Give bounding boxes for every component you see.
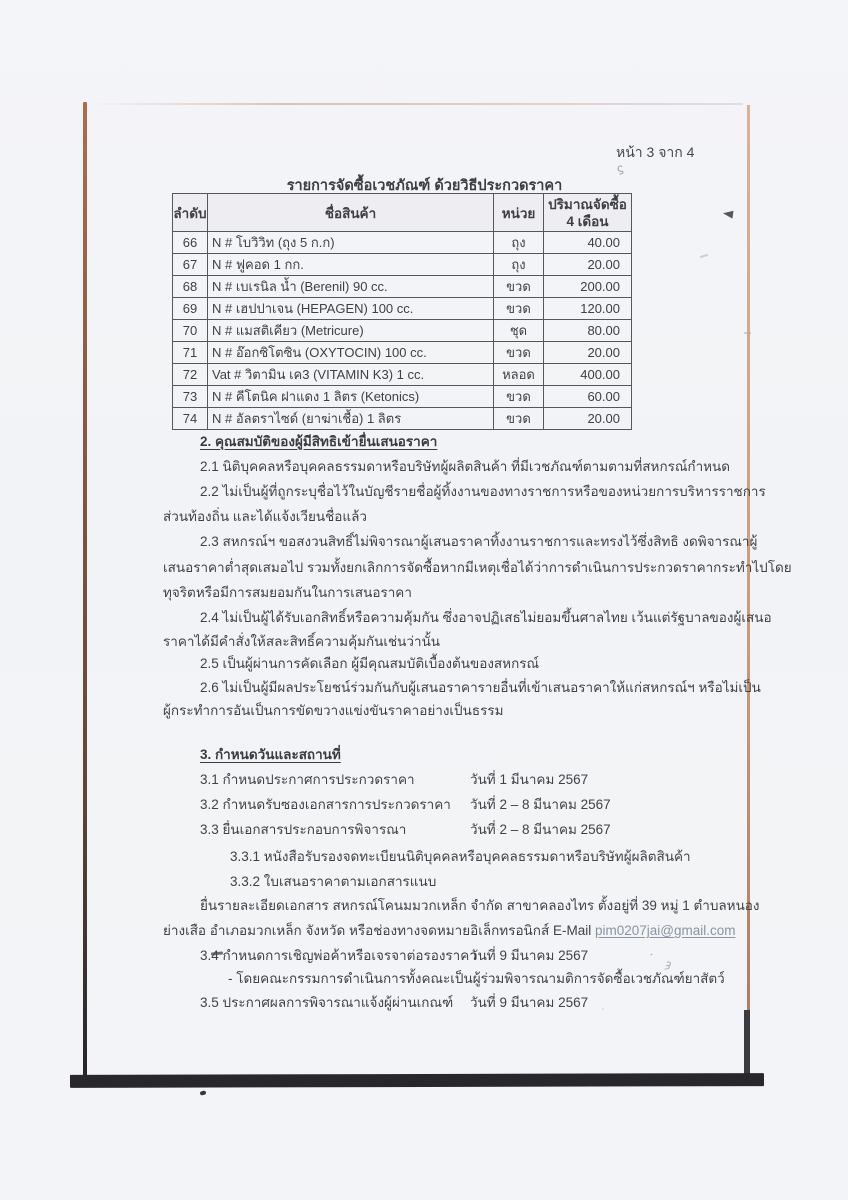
section3-item-3-4 bbox=[163, 946, 763, 966]
product-name: N # แมสติเคียว (Metricure) bbox=[208, 320, 494, 342]
copy-edge-left bbox=[83, 102, 87, 1078]
item-3-1-label: 3.1 กำหนดประกาศการประกวดราคา bbox=[200, 772, 415, 787]
quantity: 20.00 bbox=[544, 408, 632, 430]
item-3-5-date: วันที่ 9 มีนาคม 2567 bbox=[470, 995, 589, 1010]
scan-speck bbox=[200, 1090, 207, 1095]
item-3-5-label: 3.5 ประกาศผลการพิจารณาแจ้งผู้ผ่านเกณฑ์ bbox=[200, 995, 454, 1010]
section2-clause-2-6-cont: ผู้กระทำการอันเป็นการขัดขวางแข่งขันราคาอย่างเป็นธรรม bbox=[163, 703, 504, 718]
unit: ขวด bbox=[494, 408, 544, 430]
section3-item-3-2 bbox=[163, 795, 763, 815]
section2-clause-2-4-cont: ราคาได้มีคำสั่งให้สละสิทธิ์ความคุ้มกันเช่นว่านั้น bbox=[163, 634, 441, 649]
table-row bbox=[173, 232, 632, 254]
product-name: N # เบเรนิล น้ำ (Berenil) 90 cc. bbox=[208, 276, 494, 298]
item-3-2-date: วันที่ 2 – 8 มีนาคม 2567 bbox=[470, 797, 611, 812]
table-row bbox=[173, 298, 632, 320]
table-row bbox=[173, 276, 632, 298]
row-index: 74 bbox=[173, 408, 208, 430]
section3-item-3-3-2: 3.3.2 ใบเสนอราคาตามเอกสารแนบ bbox=[230, 874, 437, 889]
pencil-mark: ˏ bbox=[601, 1000, 605, 1011]
product-name: N # อ๊อกซิโตซิน (OXYTOCIN) 100 cc. bbox=[208, 342, 494, 364]
section3-note-3-4: - โดยคณะกรรมการดำเนินการทั้งคณะเป็นผู้ร่วมพิจารณามติการจัดซื้อเวชภัณฑ์ยาสัตว์ bbox=[228, 971, 725, 986]
section3-address-line2 bbox=[163, 921, 763, 941]
column-header-quantity bbox=[544, 194, 632, 232]
unit: ขวด bbox=[494, 298, 544, 320]
quantity: 200.00 bbox=[544, 276, 632, 298]
pencil-dash-mark bbox=[700, 254, 708, 258]
section2-clause-2-5: 2.5 เป็นผู้ผ่านการคัดเลือก ผู้มีคุณสมบัติเบื้องต้นของสหกรณ์ bbox=[200, 656, 540, 671]
pencil-dash-mark bbox=[744, 332, 751, 334]
column-header-unit: หน่วย bbox=[494, 194, 544, 232]
row-index: 72 bbox=[173, 364, 208, 386]
unit: ชุด bbox=[494, 320, 544, 342]
section3-item-3-3-1: 3.3.1 หนังสือรับรองจดทะเบียนนิติบุคคลหรือบุคคลธรรมดาหรือบริษัทผู้ผลิตสินค้า bbox=[230, 849, 691, 864]
row-index: 68 bbox=[173, 276, 208, 298]
column-header-index: ลำดับ bbox=[173, 194, 208, 232]
item-3-2-label: 3.2 กำหนดรับซองเอกสารการประกวดราคา bbox=[200, 797, 451, 812]
quantity: 80.00 bbox=[544, 320, 632, 342]
item-3-3-date: วันที่ 2 – 8 มีนาคม 2567 bbox=[470, 822, 611, 837]
section2-clause-2-6: 2.6 ไม่เป็นผู้มีผลประโยชน์ร่วมกันกับผู้เสนอราคารายอื่นที่เข้าเสนอราคาให้แก่สหกรณ์ฯ หรือไม่เป็น bbox=[200, 680, 761, 695]
section2-clause-2-4: 2.4 ไม่เป็นผู้ได้รับเอกสิทธิ์หรือความคุ้มกัน ซึ่งอาจปฏิเสธไม่ยอมขึ้นศาลไทย เว้นแต่รัฐบาลของผู้เสนอ bbox=[200, 610, 772, 625]
row-index: 67 bbox=[173, 254, 208, 276]
row-index: 71 bbox=[173, 342, 208, 364]
section3-heading-text: 3. กำหนดวันและสถานที่ bbox=[200, 747, 341, 762]
pencil-arrow-mark bbox=[722, 209, 733, 218]
section3-item-3-5 bbox=[163, 993, 763, 1013]
copy-edge-right-dark bbox=[744, 1010, 750, 1078]
table-row bbox=[173, 364, 632, 386]
copy-edge-top bbox=[88, 103, 743, 105]
pencil-mark: ˊ bbox=[646, 950, 655, 967]
row-index: 73 bbox=[173, 386, 208, 408]
section2-clause-2-1: 2.1 นิติบุคคลหรือบุคคลธรรมดาหรือบริษัทผู้ผลิตสินค้า ที่มีเวชภัณฑ์ตามตามที่สหกรณ์กำหนด bbox=[200, 459, 731, 474]
product-name: N # โบวิวิท (ถุง 5 ก.ก) bbox=[208, 232, 494, 254]
item-3-4-date: วันที่ 9 มีนาคม 2567 bbox=[470, 948, 589, 963]
item-3-1-date: วันที่ 1 มีนาคม 2567 bbox=[470, 772, 589, 787]
unit: ขวด bbox=[494, 386, 544, 408]
row-index: 70 bbox=[173, 320, 208, 342]
section2-heading bbox=[163, 432, 763, 452]
section2-clause-2-2: 2.2 ไม่เป็นผู้ที่ถูกระบุชื่อไว้ในบัญชีรายชื่อผู้ทิ้งงานของทางราชการหรือของหน่วยการบริหารราชการ bbox=[200, 484, 766, 499]
address-line2-text: ย่างเสือ อำเภอมวกเหล็ก จังหวัด หรือช่องทางจดหมายอิเล็กทรอนิกส์ E-Mail bbox=[163, 923, 595, 938]
unit: ถุง bbox=[494, 254, 544, 276]
procurement-items-table bbox=[172, 193, 632, 430]
section2-clause-2-3-cont2: ทุจริตหรือมีการสมยอมกันในการเสนอราคา bbox=[163, 585, 412, 600]
section3-heading bbox=[163, 745, 763, 765]
product-name: N # ฟูคอด 1 กก. bbox=[208, 254, 494, 276]
column-header-quantity-line2: 4 เดือน bbox=[566, 213, 609, 229]
quantity: 60.00 bbox=[544, 386, 632, 408]
product-name: N # เฮปปาเจน (HEPAGEN) 100 cc. bbox=[208, 298, 494, 320]
row-index: 69 bbox=[173, 298, 208, 320]
product-name: N # คีโตนิค ฝาแดง 1 ลิตร (Ketonics) bbox=[208, 386, 494, 408]
section2-clause-2-3-cont1: เสนอราคาต่ำสุดเสมอไป รวมทั้งยกเลิกการจัดซื้อหากมีเหตุเชื่อได้ว่าการดำเนินการประกวดราคากระทำไปโดย bbox=[163, 560, 792, 575]
section3-address-line1: ยื่นรายละเอียดเอกสาร สหกรณ์โคนมมวกเหล็ก จำกัด สาขาคลองไทร ตั้งอยู่ที่ 39 หมู่ 1 ตำบลหนอง bbox=[200, 898, 760, 913]
quantity: 400.00 bbox=[544, 364, 632, 386]
unit: ถุง bbox=[494, 232, 544, 254]
unit: ขวด bbox=[494, 342, 544, 364]
product-name: Vat # วิตามิน เค3 (VITAMIN K3) 1 cc. bbox=[208, 364, 494, 386]
item-3-4-label: 3.4 กำหนดการเชิญพ่อค้าหรือเจรจาต่อรองราคา bbox=[200, 948, 477, 963]
table-row bbox=[173, 386, 632, 408]
section3-item-3-1 bbox=[163, 770, 763, 790]
table-row bbox=[173, 342, 632, 364]
row-index: 66 bbox=[173, 232, 208, 254]
column-header-quantity-line1: ปริมาณจัดซื้อ bbox=[548, 196, 627, 212]
pencil-mark: ȝ bbox=[663, 956, 674, 972]
quantity: 120.00 bbox=[544, 298, 632, 320]
item-3-3-label: 3.3 ยื่นเอกสารประกอบการพิจารณา bbox=[200, 822, 407, 837]
quantity: 40.00 bbox=[544, 232, 632, 254]
document-title: รายการจัดซื้อเวชภัณฑ์ ด้วยวิธีประกวดราคา bbox=[286, 178, 563, 194]
quantity: 20.00 bbox=[544, 254, 632, 276]
email-link[interactable]: pim0207jai@gmail.com bbox=[594, 923, 736, 938]
column-header-product-name: ชื่อสินค้า bbox=[208, 194, 494, 232]
page-number-indicator: หน้า 3 จาก 4 bbox=[616, 144, 695, 160]
section3-item-3-3 bbox=[163, 820, 763, 840]
section2-clause-2-2-cont: ส่วนท้องถิ่น และได้แจ้งเวียนชื่อแล้ว bbox=[163, 509, 367, 524]
copy-edge-bottom bbox=[70, 1073, 764, 1088]
section2-clause-2-3: 2.3 สหกรณ์ฯ ขอสงวนสิทธิ์ไม่พิจารณาผู้เสนอราคาทิ้งงานราชการและทรงไว้ซึ่งสิทธิ งดพิจารณาผู้ bbox=[200, 534, 758, 549]
product-name: N # อัลตราไซด์ (ยาฆ่าเชื้อ) 1 ลิตร bbox=[208, 408, 494, 430]
pencil-mark: ϛ bbox=[615, 160, 625, 176]
unit: หลอด bbox=[494, 364, 544, 386]
table-header-row bbox=[173, 194, 632, 232]
section2-heading-text: 2. คุณสมบัติของผู้มีสิทธิเข้ายื่นเสนอราคา bbox=[200, 434, 438, 449]
table-row bbox=[173, 254, 632, 276]
table-row bbox=[173, 408, 632, 430]
quantity: 20.00 bbox=[544, 342, 632, 364]
unit: ขวด bbox=[494, 276, 544, 298]
table-row bbox=[173, 320, 632, 342]
